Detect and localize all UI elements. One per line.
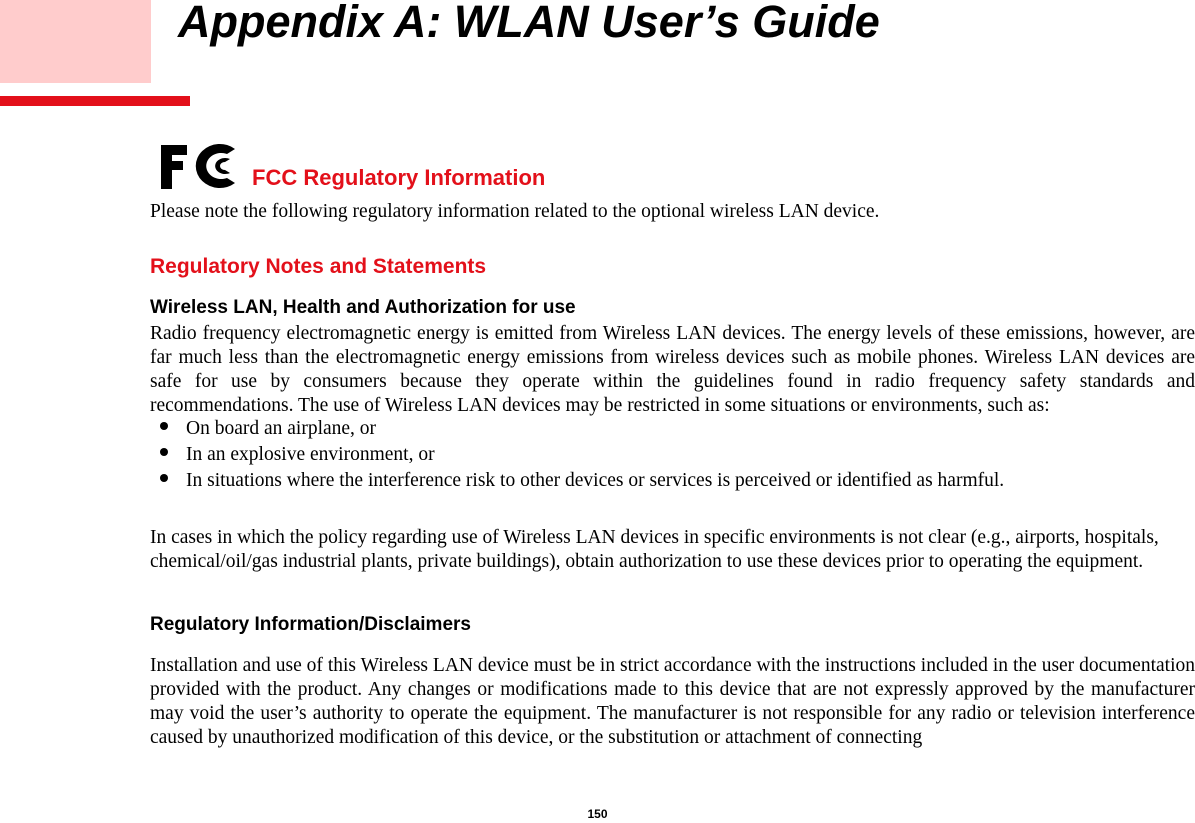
list-item-text: On board an airplane, or [186, 418, 377, 439]
disclaimers-paragraph: Installation and use of this Wireless LAN device must be in strict accordance with the instructions included in the user documentation provided with the product. Any changes or modifications made to this device that are not expressly approved by the manufacturer may void the user’s authority to operate the equipment. The manufacturer is not responsible for any radio or television interference caused by unauthorized modification of this device, or the substitution or attachment of connecting [150, 655, 1195, 748]
chapter-underline-bar [0, 96, 190, 106]
chapter-title: Appendix A: WLAN User’s Guide [178, 0, 880, 47]
bullet-icon [160, 448, 168, 456]
bullet-icon [160, 422, 168, 430]
regulatory-notes-heading: Regulatory Notes and Statements [150, 255, 487, 278]
wireless-lan-paragraph: Radio frequency electromagnetic energy is emitted from Wireless LAN devices. The energy levels of these emissions, however, are far much less than the electromagnetic energy emissions from wireless devices such as mobile phones. Wireless LAN devices are safe for use by consumers because they operate within the guidelines found in radio frequency safety standards and recommendations. The use of Wireless LAN devices may be restricted in some situations or environments, such as: [150, 323, 1195, 416]
disclaimers-subheading: Regulatory Information/Disclaimers [150, 614, 471, 635]
list-item [160, 469, 1004, 495]
authorization-paragraph: In cases in which the policy regarding use of Wireless LAN devices in specific environments is not clear (e.g., airports, hospitals, chemical/oil/gas industrial plants, private buildings), obtain authorization to use these devices prior to operating the equipment. [150, 527, 1159, 572]
page-number: 150 [587, 807, 608, 821]
fcc-logo-icon [157, 139, 237, 194]
bullet-icon [160, 474, 168, 482]
fcc-intro-text: Please note the following regulatory information related to the optional wireless LAN device. [150, 201, 880, 222]
fcc-section-heading: FCC Regulatory Information [252, 165, 546, 190]
list-item-text: In an explosive environment, or [186, 444, 435, 465]
restricted-environments-list [160, 417, 1004, 495]
list-item [160, 417, 1004, 443]
list-item-text: In situations where the interference risk to other devices or services is perceived or identified as harmful. [186, 470, 1005, 491]
list-item [160, 443, 1004, 469]
wireless-lan-subheading: Wireless LAN, Health and Authorization for use [150, 297, 576, 318]
chapter-tab-block [0, 0, 151, 83]
